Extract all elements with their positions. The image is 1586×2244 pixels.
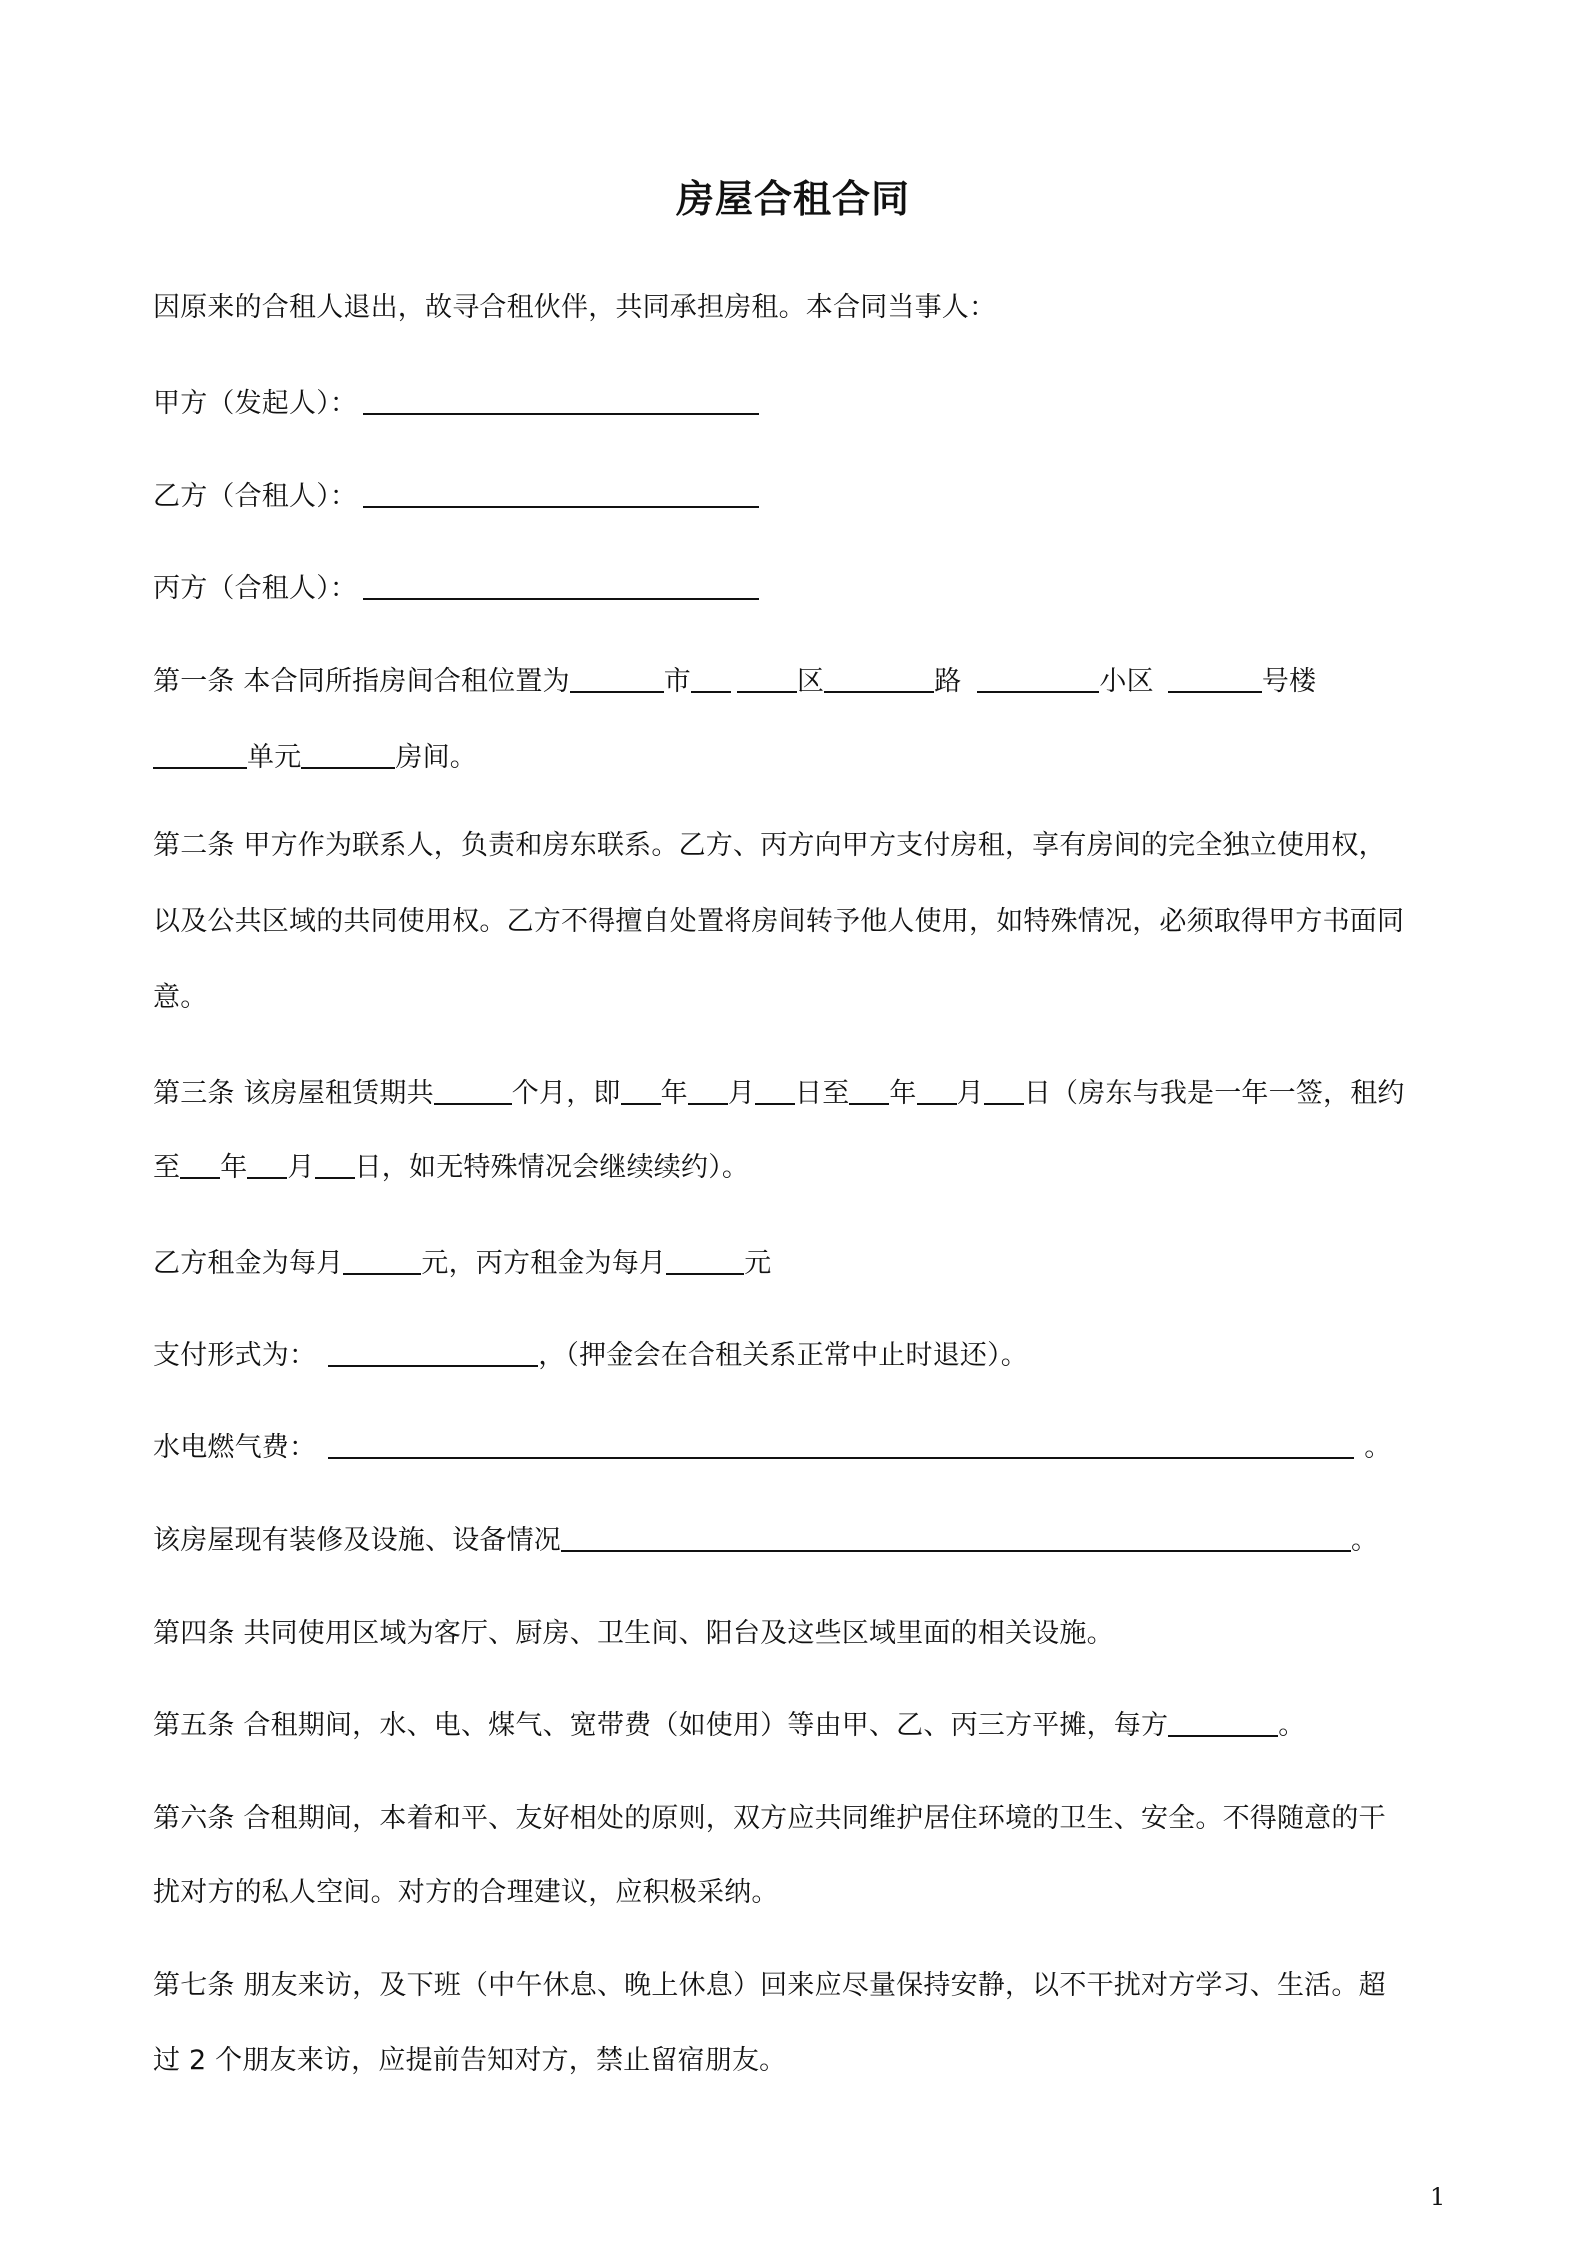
end-month-blank[interactable] <box>917 1077 957 1105</box>
unit-label: 单元 <box>247 742 302 773</box>
party-b-label: 乙方（合租人）： <box>153 481 358 512</box>
utilities-blank[interactable] <box>328 1431 1354 1459</box>
end-day-blank[interactable] <box>984 1077 1024 1105</box>
rent-line <box>153 1244 771 1284</box>
building-blank[interactable] <box>1168 665 1262 693</box>
rent-b-blank[interactable] <box>343 1247 421 1275</box>
year-label: 年 <box>889 1078 917 1109</box>
month-label: 月 <box>287 1152 315 1183</box>
building-label: 号楼 <box>1261 666 1317 697</box>
article-3-line-2 <box>153 1148 749 1188</box>
district-blank-a[interactable] <box>691 665 731 693</box>
article-3-text: 第三条 该房屋租赁期共 <box>153 1078 434 1109</box>
payment-label: 支付形式为： <box>153 1340 317 1371</box>
month-label: 月 <box>727 1078 756 1109</box>
room-blank[interactable] <box>301 741 395 769</box>
day-to-label: 日至 <box>795 1078 850 1109</box>
article-7-line-2: 过 2 个朋友来访，应提前告知对方，禁止留宿朋友。 <box>153 2045 787 2076</box>
page-number: 1 <box>1430 2183 1446 2211</box>
period-mark: 。 <box>1278 1710 1306 1741</box>
facilities-blank[interactable] <box>561 1524 1351 1552</box>
district-blank-b[interactable] <box>737 665 797 693</box>
article-5-line <box>153 1706 1305 1746</box>
period-mark: 。 <box>1364 1432 1392 1463</box>
deposit-note: ，（押金会在合租关系正常中止时退还）。 <box>538 1340 1029 1371</box>
room-label: 房间。 <box>395 742 478 773</box>
lease-months-blank[interactable] <box>434 1077 512 1105</box>
utilities-label: 水电燃气费： <box>153 1432 317 1463</box>
article-3-line-1 <box>153 1074 1405 1114</box>
city-blank[interactable] <box>570 665 664 693</box>
party-b-line <box>153 477 759 517</box>
document-title: 房屋合租合同 <box>675 177 910 221</box>
article-1-line-1 <box>153 662 1316 702</box>
article-1-text: 第一条 本合同所指房间合租位置为 <box>153 666 570 697</box>
party-a-blank[interactable] <box>363 387 759 415</box>
article-5-text: 第五条 合租期间，水、电、煤气、宽带费（如使用）等由甲、乙、丙三方平摊，每方 <box>153 1710 1169 1741</box>
payment-line <box>153 1336 1028 1376</box>
year-label: 年 <box>660 1078 688 1109</box>
article-2-line-2: 以及公共区域的共同使用权。乙方不得擅自处置将房间转予他人使用，如特殊情况，必须取得甲方书面同 <box>153 906 1405 937</box>
district-label: 区 <box>797 666 825 697</box>
share-blank[interactable] <box>1168 1709 1278 1737</box>
article-6-line-2: 扰对方的私人空间。对方的合理建议，应积极采纳。 <box>153 1877 779 1908</box>
party-a-line <box>153 384 759 424</box>
article-4: 第四条 共同使用区域为客厅、厨房、卫生间、阳台及这些区域里面的相关设施。 <box>153 1618 1114 1649</box>
start-year-blank[interactable] <box>621 1077 661 1105</box>
utilities-line <box>153 1428 1391 1468</box>
renew-note: 日，如无特殊情况会继续续约）。 <box>354 1152 750 1183</box>
intro-paragraph: 因原来的合租人退出，故寻合租伙伴，共同承担房租。本合同当事人： <box>153 292 997 323</box>
until-label: 至 <box>153 1152 181 1183</box>
community-label: 小区 <box>1099 666 1154 697</box>
day-label: 日（房东与我是一年一签，租约 <box>1023 1078 1405 1109</box>
facilities-label: 该房屋现有装修及设施、设备情况 <box>153 1525 561 1556</box>
end-year-blank[interactable] <box>849 1077 889 1105</box>
road-blank[interactable] <box>824 665 934 693</box>
month-label: 月 <box>956 1078 984 1109</box>
party-c-blank[interactable] <box>363 572 759 600</box>
article-2-line-1: 第二条 甲方作为联系人，负责和房东联系。乙方、丙方向甲方支付房租，享有房间的完全独立使用权， <box>153 830 1386 861</box>
article-2-line-3: 意。 <box>153 982 208 1013</box>
unit-blank[interactable] <box>153 741 247 769</box>
rent-c-label: 元，丙方租金为每月 <box>421 1248 667 1279</box>
article-6-line-1: 第六条 合租期间，本着和平、友好相处的原则，双方应共同维护居住环境的卫生、安全。不得随意的干 <box>153 1803 1386 1834</box>
party-c-label: 丙方（合租人）： <box>153 573 358 604</box>
road-label: 路 <box>934 666 962 697</box>
city-label: 市 <box>663 666 691 697</box>
facilities-line <box>153 1521 1378 1561</box>
article-7-line-1: 第七条 朋友来访，及下班（中午休息、晚上休息）回来应尽量保持安静，以不干扰对方学习、生活。超 <box>153 1970 1386 2001</box>
months-label: 个月，即 <box>511 1078 621 1109</box>
community-blank[interactable] <box>977 665 1099 693</box>
year-label: 年 <box>220 1152 248 1183</box>
party-c-line <box>153 569 759 609</box>
party-b-blank[interactable] <box>363 480 759 508</box>
renew-day-blank[interactable] <box>315 1151 355 1179</box>
start-day-blank[interactable] <box>755 1077 795 1105</box>
renew-month-blank[interactable] <box>247 1151 287 1179</box>
party-a-label: 甲方（发起人）： <box>153 388 358 419</box>
renew-year-blank[interactable] <box>180 1151 220 1179</box>
payment-blank[interactable] <box>328 1339 538 1367</box>
start-month-blank[interactable] <box>688 1077 728 1105</box>
rent-c-blank[interactable] <box>666 1247 744 1275</box>
rent-b-label: 乙方租金为每月 <box>153 1248 344 1279</box>
period-mark: 。 <box>1351 1525 1379 1556</box>
yuan-label: 元 <box>744 1248 772 1279</box>
article-1-line-2 <box>153 738 477 778</box>
